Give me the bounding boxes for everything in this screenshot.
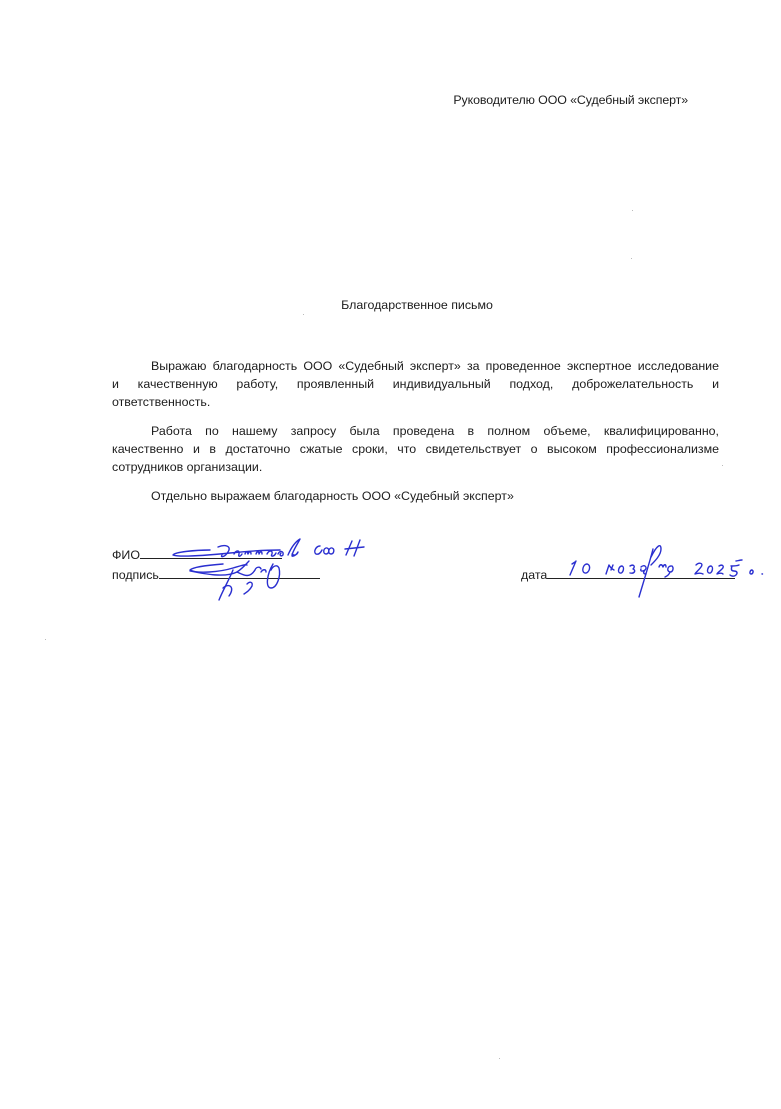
letter-title: Благодарственное письмо — [341, 298, 493, 312]
scan-speck — [722, 465, 723, 466]
fio-blank-line — [140, 546, 282, 559]
signature-field — [112, 566, 320, 582]
scan-speck — [632, 210, 633, 211]
paragraph-line: ответственность. — [112, 395, 211, 409]
scan-speck — [45, 639, 46, 640]
fio-label: ФИО — [112, 548, 140, 562]
paragraph-line: сотрудников организации. — [112, 460, 263, 474]
paragraph-line: и качественную работу, проявленный индивидуальный подход, доброжелательность и — [112, 377, 719, 391]
scan-speck — [303, 314, 304, 315]
date-blank-line — [547, 566, 735, 579]
paragraph-line: Выражаю благодарность ООО «Судебный эксперт» за проведенное экспертное исследование — [151, 359, 719, 373]
signature-label: подпись — [112, 568, 159, 582]
paragraph-3: Отдельно выражаем благодарность ООО «Судебный эксперт» — [151, 489, 514, 503]
letter-body — [112, 357, 719, 505]
paragraph-1 — [112, 357, 719, 411]
paragraph-line: Работа по нашему запросу была проведена в полном объеме, квалифицированно, — [151, 424, 719, 438]
date-label: дата — [521, 568, 548, 582]
scan-speck — [631, 258, 632, 259]
signature-blank-line — [159, 566, 320, 579]
scan-speck — [499, 1058, 500, 1059]
fio-field — [112, 546, 282, 562]
date-field — [521, 566, 735, 582]
addressee: Руководителю ООО «Судебный эксперт» — [453, 93, 688, 107]
paragraph-line: качественно и в достаточно сжатые сроки, что свидетельствует о высоком профессионализме — [112, 442, 719, 456]
paragraph-2 — [112, 422, 719, 476]
